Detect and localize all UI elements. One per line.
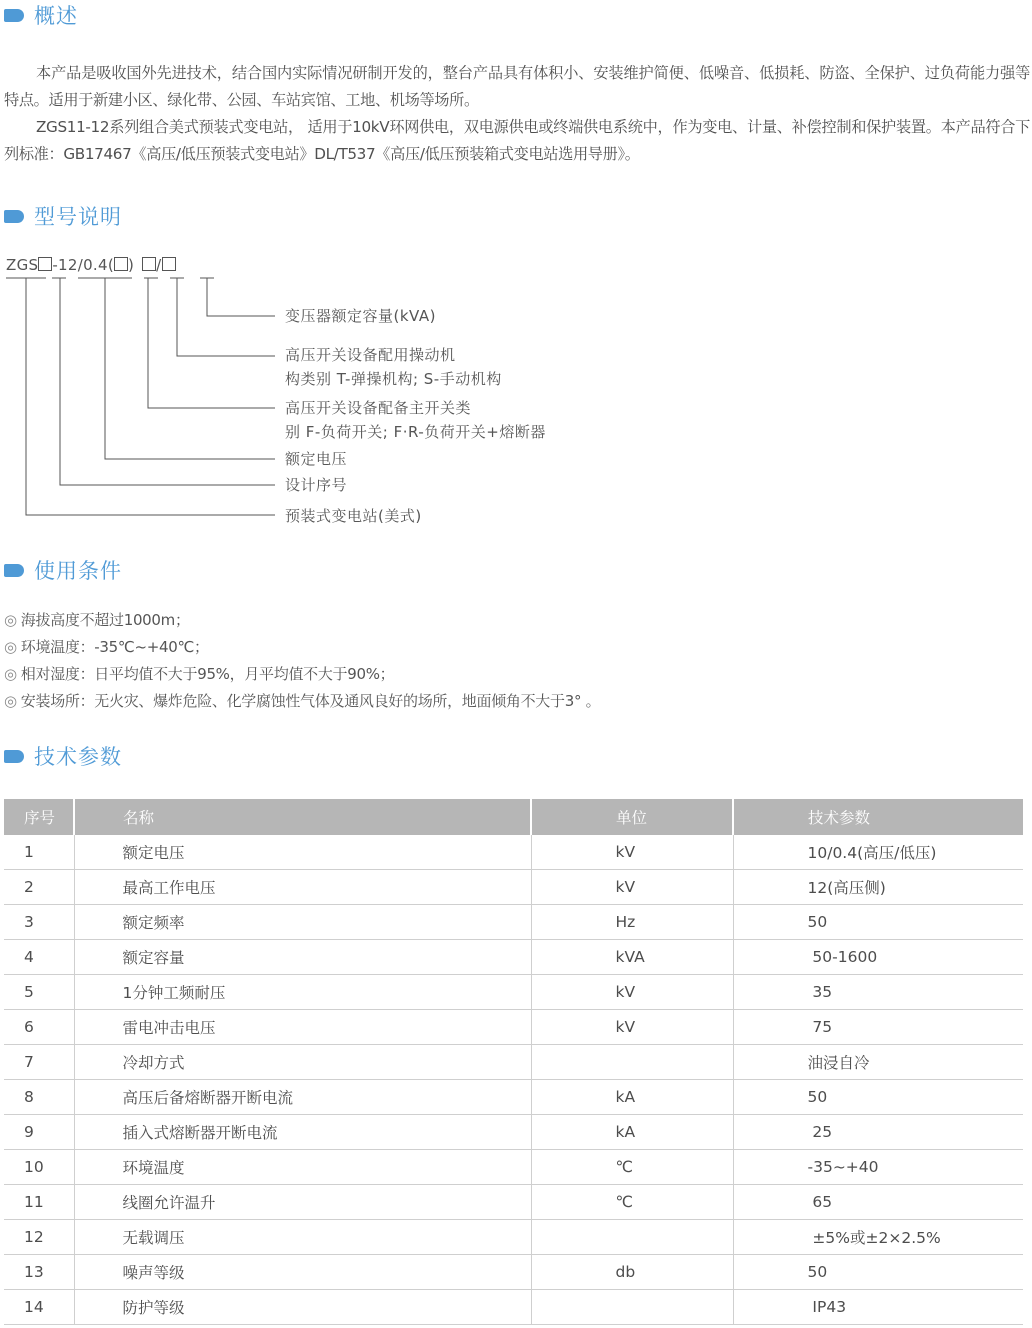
cell-unit: ℃ [531, 1185, 733, 1220]
model-prefix: ZGS [6, 256, 39, 274]
section-title-params: 技术参数 [4, 743, 122, 769]
cell-value: 25 [733, 1115, 1023, 1150]
cell-value: 油浸自冷 [733, 1045, 1023, 1080]
cell-unit: kV [531, 975, 733, 1010]
cell-value: 50 [733, 905, 1023, 940]
cell-name: 环境温度 [74, 1150, 531, 1185]
cell-name: 额定容量 [74, 940, 531, 975]
cell-value: 50 [733, 1255, 1023, 1290]
cell-index: 12 [4, 1220, 74, 1255]
cell-unit: kV [531, 1010, 733, 1045]
cell-name: 无载调压 [74, 1220, 531, 1255]
cell-value: 12(高压侧) [733, 870, 1023, 905]
cell-name: 高压后备熔断器开断电流 [74, 1080, 531, 1115]
table-row [4, 1220, 1023, 1255]
table-row [4, 1045, 1023, 1080]
table-row [4, 905, 1023, 940]
circle-bullet-icon: ◎ [4, 692, 17, 710]
cell-value: 50 [733, 1080, 1023, 1115]
cell-value: -35~+40 [733, 1150, 1023, 1185]
cell-index: 7 [4, 1045, 74, 1080]
table-row [4, 1080, 1023, 1115]
cell-value: 75 [733, 1010, 1023, 1045]
table-header-row [4, 799, 1023, 835]
cell-index: 10 [4, 1150, 74, 1185]
table-row [4, 1185, 1023, 1220]
conditions-list [4, 607, 600, 715]
cell-value: ±5%或±2×2.5% [733, 1220, 1023, 1255]
model-rating: -12/0.4 [52, 256, 108, 274]
cell-index: 14 [4, 1290, 74, 1325]
cell-index: 13 [4, 1255, 74, 1290]
cell-unit: kV [531, 835, 733, 870]
header-value: 技术参数 [733, 799, 1023, 835]
legend-operating-mechanism-2: 构类别 T-弹操机构; S-手动机构 [285, 370, 502, 388]
circle-bullet-icon: ◎ [4, 611, 17, 629]
table-row [4, 870, 1023, 905]
cell-unit [531, 1045, 733, 1080]
table-row [4, 940, 1023, 975]
list-item: ◎ 环境温度：-35℃~+40℃； [4, 638, 209, 656]
section-title-conditions: 使用条件 [4, 557, 122, 583]
header-name: 名称 [74, 799, 531, 835]
table-row [4, 1115, 1023, 1150]
cell-index: 6 [4, 1010, 74, 1045]
cell-name: 冷却方式 [74, 1045, 531, 1080]
cell-name: 线圈允许温升 [74, 1185, 531, 1220]
list-item: ◎ 相对湿度：日平均值不大于95%，月平均值不大于90%； [4, 665, 395, 683]
spec-table [4, 799, 1023, 1325]
legend-substation-type: 预装式变电站(美式) [285, 507, 422, 525]
table-row [4, 1255, 1023, 1290]
circle-bullet-icon: ◎ [4, 638, 17, 656]
list-item: ◎ 安装场所：无火灾、爆炸危险、化学腐蚀性气体及通风良好的场所，地面倾角不大于3° 。 [4, 692, 601, 710]
header-unit: 单位 [531, 799, 733, 835]
cell-name: 雷电冲击电压 [74, 1010, 531, 1045]
cell-index: 3 [4, 905, 74, 940]
cell-index: 4 [4, 940, 74, 975]
cell-value: 50-1600 [733, 940, 1023, 975]
overview-paragraph-1: 本产品是吸收国外先进技术，结合国内实际情况研制开发的，整台产品具有体积小、安装维护简便、低噪音、低损耗、防盗、全保护、过负荷能力强等特点。适用于新建小区、绿化带、公园、车站宾馆、工地、机场等场所。 [4, 64, 1030, 109]
model-leader-lines [0, 0, 1032, 560]
cell-unit [531, 1220, 733, 1255]
section-title-overview: 概述 [4, 2, 78, 28]
overview-paragraph-2: ZGS11-12系列组合美式预装式变电站， 适用于10kV环网供电，双电源供电或终端供电系统中，作为变电、计量、补偿控制和保护装置。本产品符合下列标准：GB17467《高压/低压预装式变电站》DL/T537《高压/低压预装箱式变电站选用导册》。 [4, 118, 1030, 163]
circle-bullet-icon: ◎ [4, 665, 17, 683]
cell-value: IP43 [733, 1290, 1023, 1325]
cell-value: 65 [733, 1185, 1023, 1220]
section-title-model: 型号说明 [4, 203, 122, 229]
legend-operating-mechanism-1: 高压开关设备配用操动机 [285, 346, 456, 364]
cell-name: 防护等级 [74, 1290, 531, 1325]
cell-unit [531, 1290, 733, 1325]
cell-index: 2 [4, 870, 74, 905]
cell-value: 10/0.4(高压/低压) [733, 835, 1023, 870]
table-row [4, 1150, 1023, 1185]
cell-value: 35 [733, 975, 1023, 1010]
legend-design-serial: 设计序号 [285, 476, 348, 494]
cell-name: 最高工作电压 [74, 870, 531, 905]
cell-index: 9 [4, 1115, 74, 1150]
cell-index: 1 [4, 835, 74, 870]
cell-name: 额定频率 [74, 905, 531, 940]
cell-unit: kA [531, 1115, 733, 1150]
cell-name: 1分钟工频耐压 [74, 975, 531, 1010]
header-index: 序号 [4, 799, 74, 835]
cell-unit: kVA [531, 940, 733, 975]
legend-main-switch-2: 别 F-负荷开关; F·R-负荷开关+熔断器 [285, 423, 546, 441]
table-row [4, 835, 1023, 870]
cell-unit: kA [531, 1080, 733, 1115]
table-row [4, 975, 1023, 1010]
legend-rated-voltage: 额定电压 [285, 450, 348, 468]
section-marker-icon [4, 564, 24, 577]
cell-index: 5 [4, 975, 74, 1010]
cell-name: 插入式熔断器开断电流 [74, 1115, 531, 1150]
cell-unit: Hz [531, 905, 733, 940]
cell-unit: db [531, 1255, 733, 1290]
table-row [4, 1290, 1023, 1325]
cell-index: 8 [4, 1080, 74, 1115]
cell-unit: ℃ [531, 1150, 733, 1185]
legend-main-switch-1: 高压开关设备配备主开关类 [285, 399, 472, 417]
table-row [4, 1010, 1023, 1045]
cell-name: 额定电压 [74, 835, 531, 870]
list-item: ◎ 海拔高度不超过1000m； [4, 611, 190, 629]
cell-index: 11 [4, 1185, 74, 1220]
cell-unit: kV [531, 870, 733, 905]
model-code: ZGS -12/0.4( ) / [6, 256, 176, 274]
cell-name: 噪声等级 [74, 1255, 531, 1290]
section-marker-icon [4, 750, 24, 763]
table-body [4, 835, 1023, 1325]
legend-capacity: 变压器额定容量(kVA) [285, 307, 436, 325]
